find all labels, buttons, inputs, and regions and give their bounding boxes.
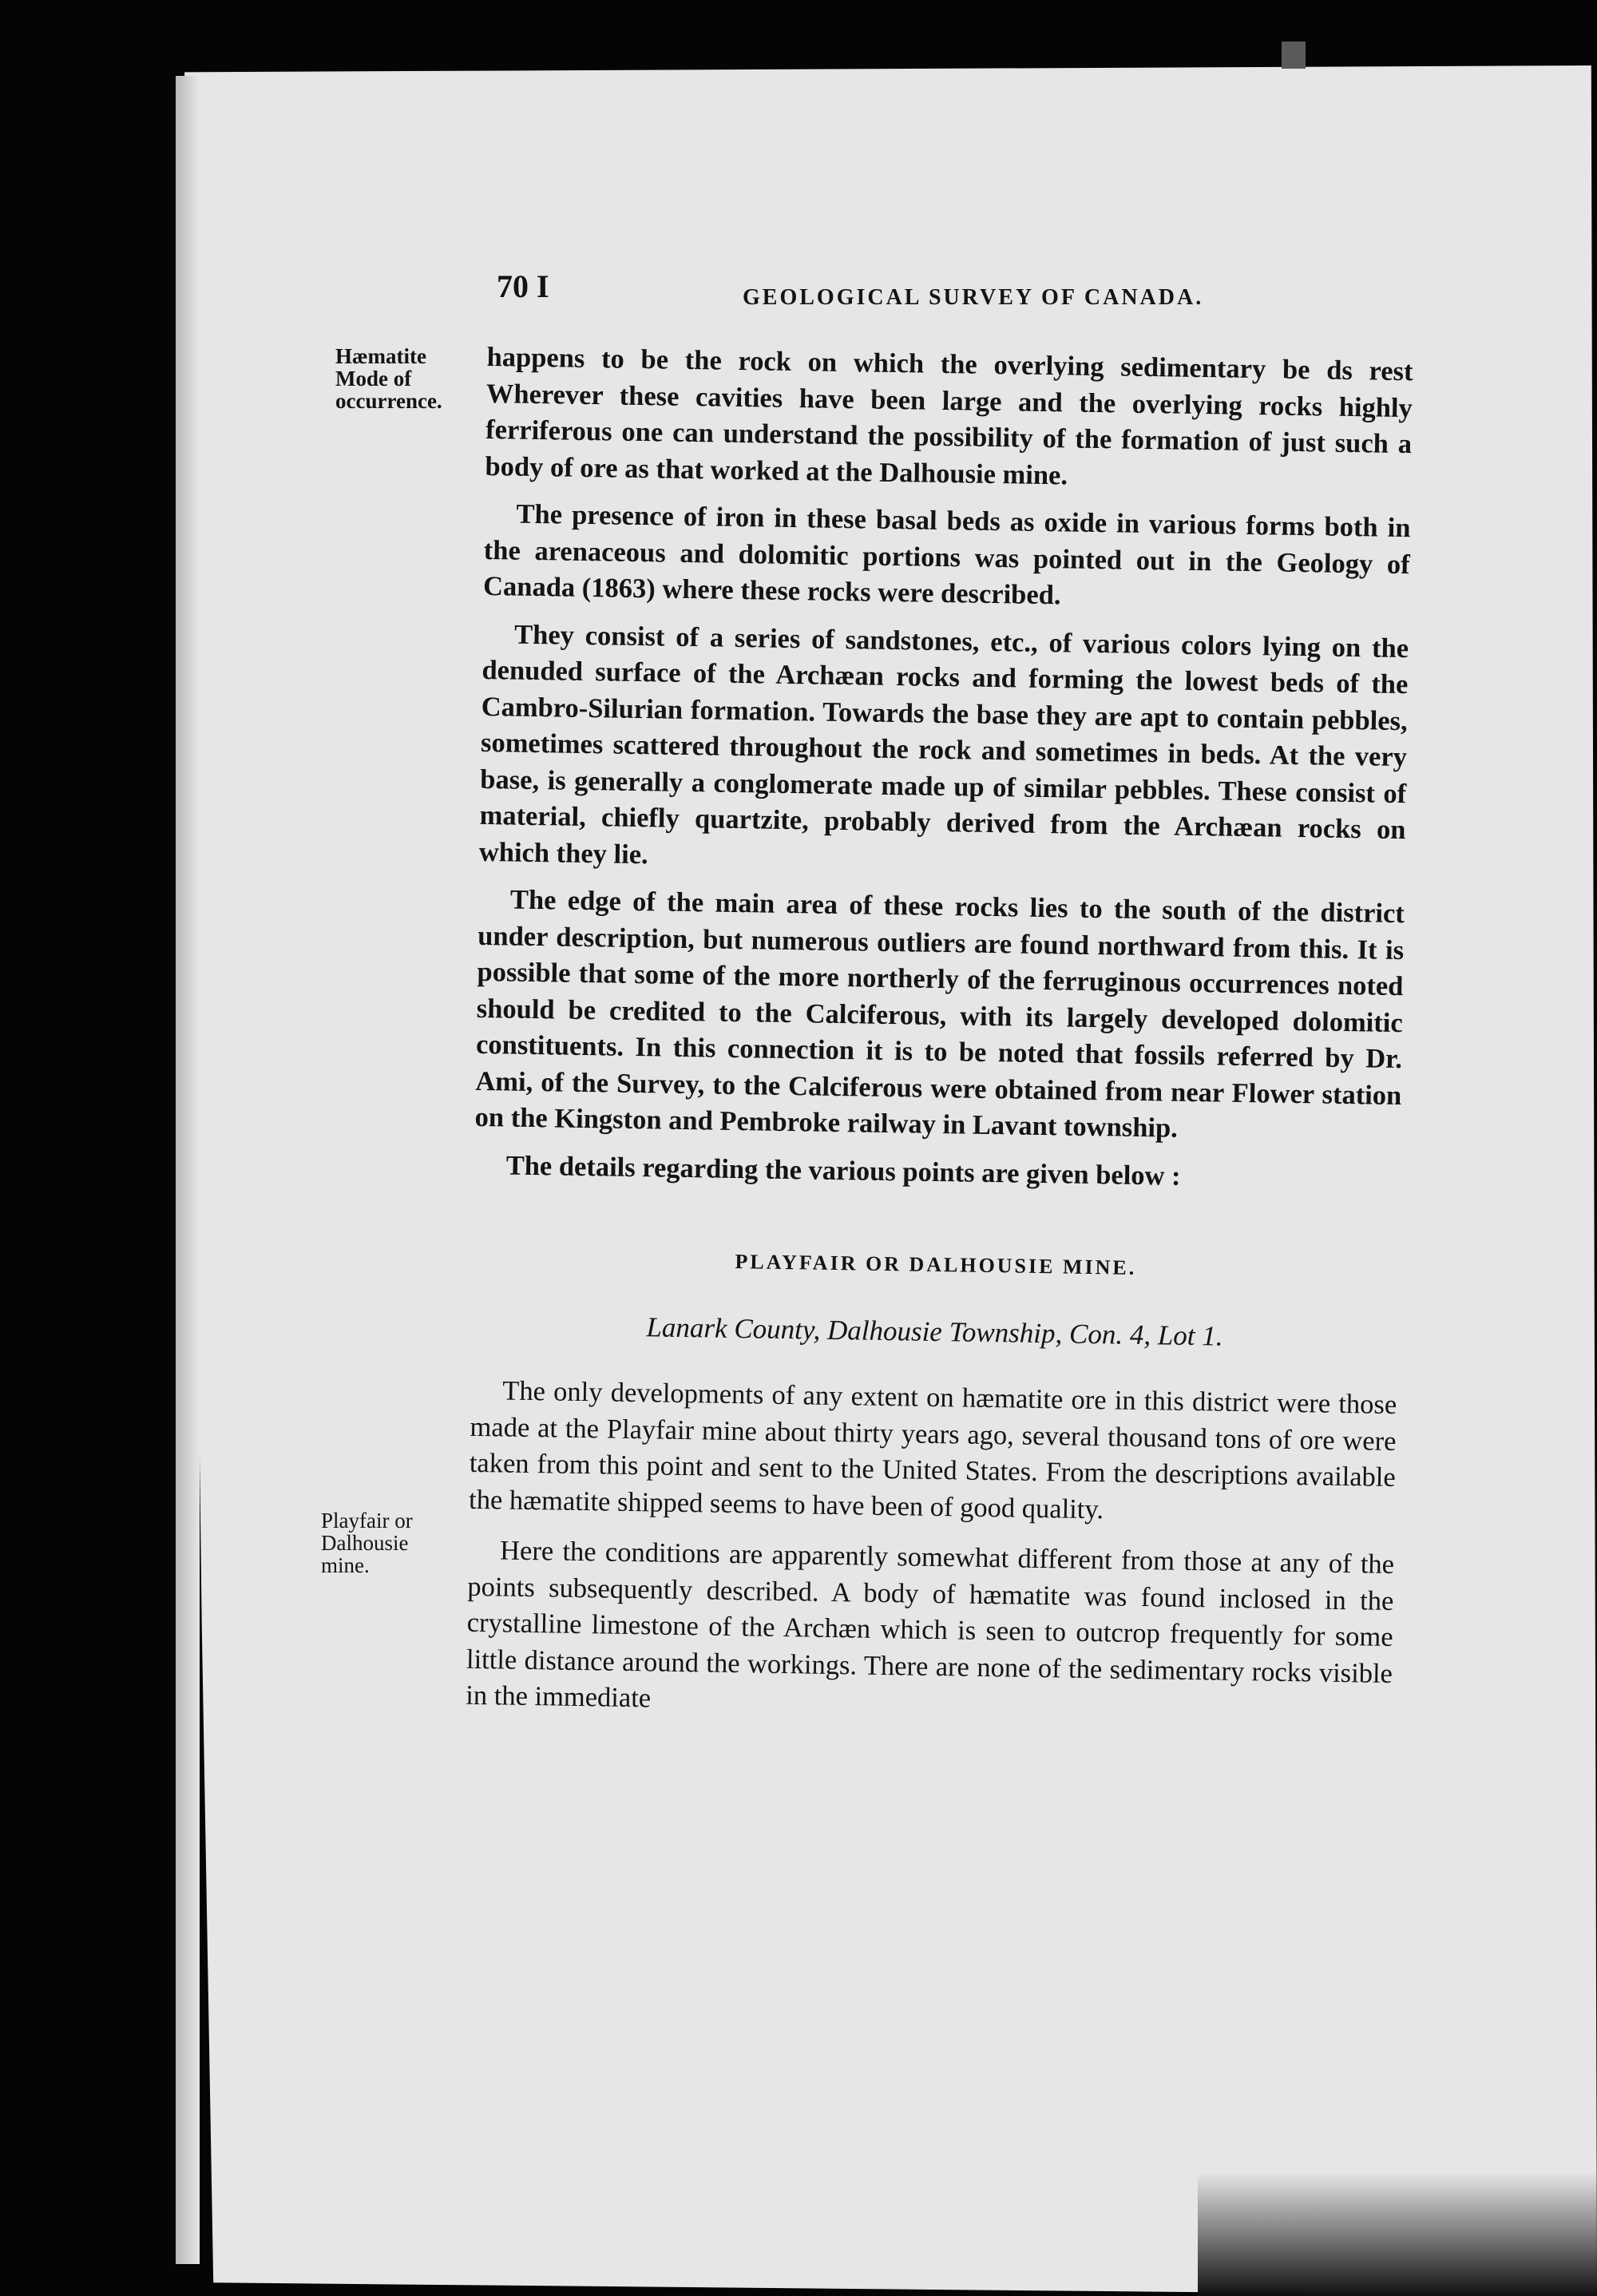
margin-note-line: mine. (321, 1553, 370, 1577)
paragraph: The only developments of any extent on hæmatite ore in this district were those made at the Playfair mine about thirty years ago, several thousand tons of ore were taken from this point and sent to the United States. From the descriptions available the hæmatite shipped seems to have been of good quality. (468, 1375, 1397, 1525)
scan-shadow (1198, 2172, 1597, 2296)
section-body (466, 1373, 1397, 1729)
paragraph: The edge of the main area of these rocks lies to the south of the district under description, but numerous outliers are found northward from this. It is possible that some of the more northerly of the ferruginous occurrences noted should be credited to the Calciferous, with its largely developed dolomitic constituents. In this connection it is to be noted that fossils referred by Dr. Ami, of the Survey, to the Calciferous were obtained from near Flower station on the Kingston and Pembroke railway in Lavant township. (474, 884, 1405, 1144)
margin-note-line: Mode of (335, 367, 412, 391)
page-number: 70 I (497, 268, 549, 304)
section-heading: PLAYFAIR OR DALHOUSIE MINE. (735, 1250, 1137, 1279)
margin-note-line: occurrence. (335, 389, 442, 413)
paragraph: The presence of iron in these basal beds as oxide in various forms both in the arenaceous and dolomitic portions was pointed out in the Geology of Canada (1863) where these rocks were described. (482, 498, 1411, 611)
margin-note-haematite (335, 345, 442, 412)
margin-note-line: Playfair or (321, 1509, 413, 1533)
section-locality: Lanark County, Dalhousie Township, Con. 4, Lot 1. (646, 1311, 1223, 1352)
paragraph: The details regarding the various points are given below : (505, 1150, 1181, 1192)
margin-note-line: Dalhousie (321, 1531, 409, 1555)
paragraph: They consist of a series of sandstones, etc., of various colors lying on the denuded surface of the Archæan rocks and forming the lowest beds of the Cambro-Silurian formation. Towards the base they are apt to contain pebbles, sometimes scattered throughout the rock and sometimes in beds. At the very base, is generally a conglomerate made up of similar pebbles. These consist of material, chiefly quartzite, probably derived from the Archæan rocks on which they lie. (478, 619, 1409, 870)
paragraph: Here the conditions are apparently somewhat different from those at any of the points subsequently described. A body of hæmatite was found inclosed in the crystalline limestone of the Archæn which is seen to outcrop frequently for some little distance around the workings. There are none of the sedimentary rocks visible in the immediate (466, 1535, 1395, 1714)
margin-note-line: Hæmatite (335, 344, 426, 368)
scan-artifact (1282, 42, 1306, 69)
body-text (466, 339, 1413, 1743)
margin-note-playfair (321, 1509, 413, 1576)
paragraph: happens to be the rock on which the overlying sedimentary be ds rest Wherever these cavities have been large and the overlying rocks highly ferriferous one can understand the possibility of the formation of just such a body of ore as that worked at the Dalhousie mine. (485, 341, 1413, 490)
page-fold-shadow (176, 76, 200, 2264)
running-title: GEOLOGICAL SURVEY OF CANADA. (743, 285, 1204, 310)
